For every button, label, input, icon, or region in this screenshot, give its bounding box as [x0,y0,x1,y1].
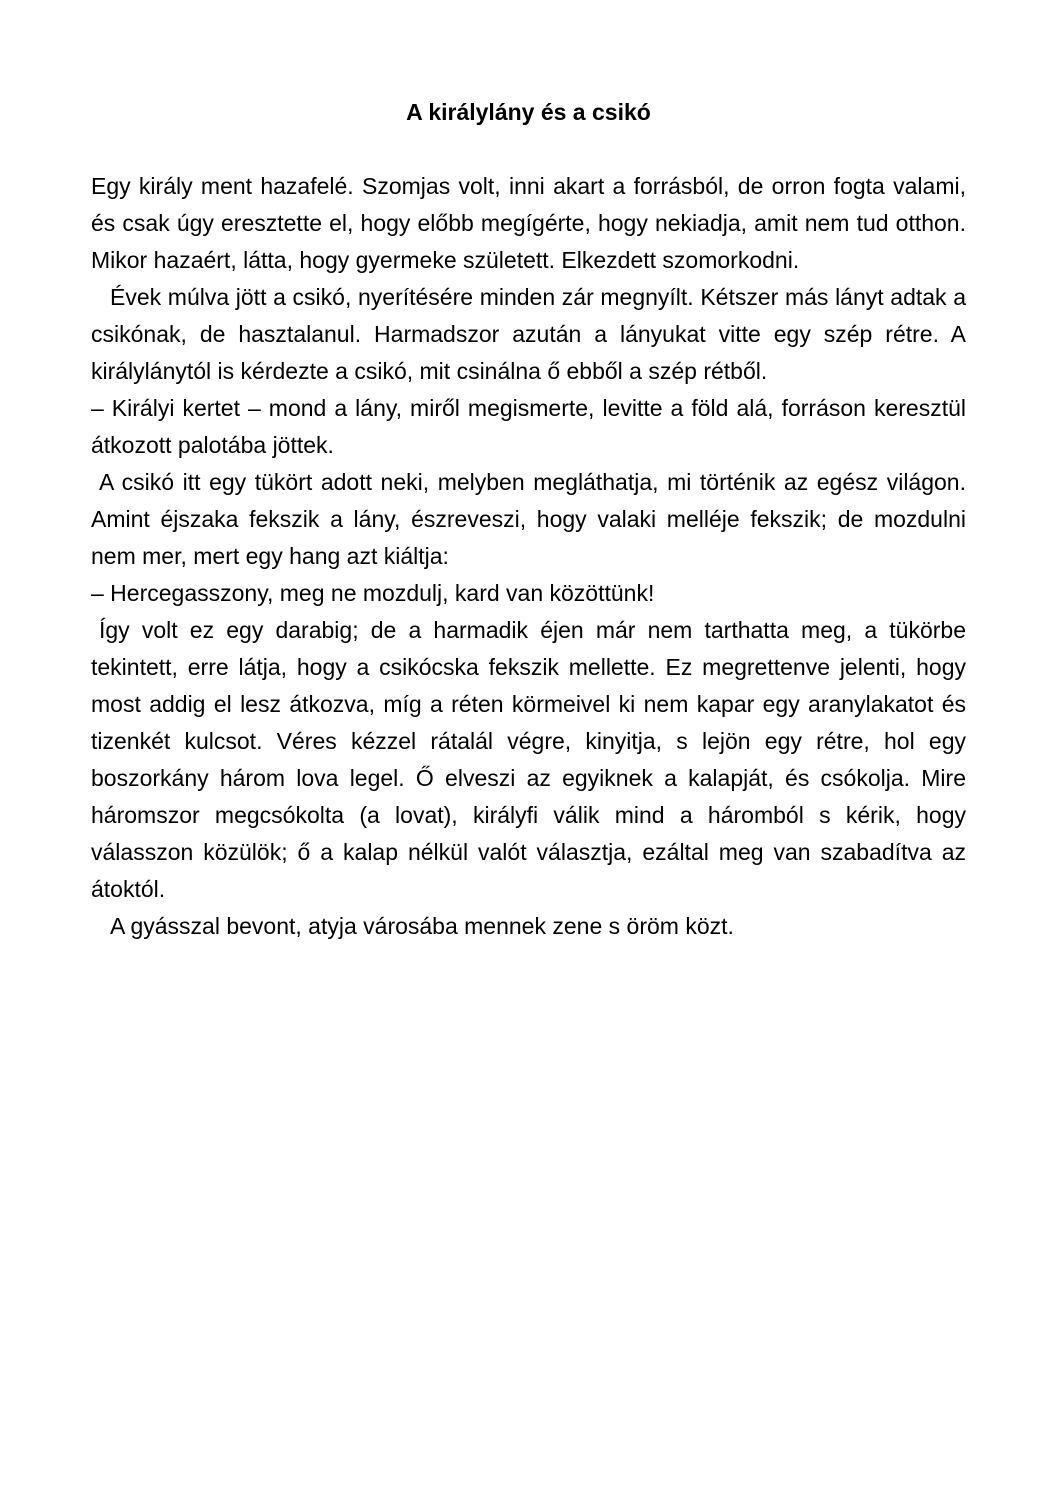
paragraph-6: Így volt ez egy darabig; de a harmadik éjen már nem tarthatta meg, a tükörbe tekintett, erre látja, hogy a csikócska fekszik mellette. Ez megrettenve jelenti, hogy most addig el lesz átkozva, míg a réten körmeivel ki nem kapar egy aranylakatot és tizenkét kulcsot. Véres kézzel rátalál végre, kinyitja, s lejön egy rétre, hol egy boszorkány három lova legel. Ő elveszi az egyiknek a kalapját, és csókolja. Mire háromszor megcsókolta (a lovat), királyfi válik mind a háromból s kérik, hogy válasszon közülök; ő a kalap nélkül valót választja, ezáltal meg van szabadítva az átoktól. [91,617,966,902]
paragraph-3-dialogue: – Királyi kertet – mond a lány, miről megismerte, levitte a föld alá, forráson keresztül átkozott palotába jöttek. [91,395,966,458]
paragraph-1: Egy király ment hazafelé. Szomjas volt, inni akart a forrásból, de orron fogta valami, és csak úgy eresztette el, hogy előbb megígérte, hogy nekiadja, amit nem tud otthon. Mikor hazaért, látta, hogy gyermeke született. Elkezdett szomorkodni. [91,173,966,273]
document-title: A királylány és a csikó [406,99,651,125]
story-body [91,168,966,945]
paragraph-5-dialogue: – Hercegasszony, meg ne mozdulj, kard van közöttünk! [91,580,655,606]
paragraph-2: Évek múlva jött a csikó, nyerítésére minden zár megnyílt. Kétszer más lányt adtak a csikónak, de hasztalanul. Harmadszor azután a lányukat vitte egy szép rétre. A királylánytól is kérdezte a csikó, mit csinálna ő ebből a szép rétből. [91,284,966,384]
paragraph-7: A gyásszal bevont, atyja városába mennek zene s öröm közt. [110,913,734,939]
paragraph-4: A csikó itt egy tükört adott neki, melyben megláthatja, mi történik az egész világon. Amint éjszaka fekszik a lány, észreveszi, hogy valaki melléje fekszik; de mozdulni nem mer, mert egy hang azt kiáltja: [91,469,966,569]
document-page [91,96,966,945]
